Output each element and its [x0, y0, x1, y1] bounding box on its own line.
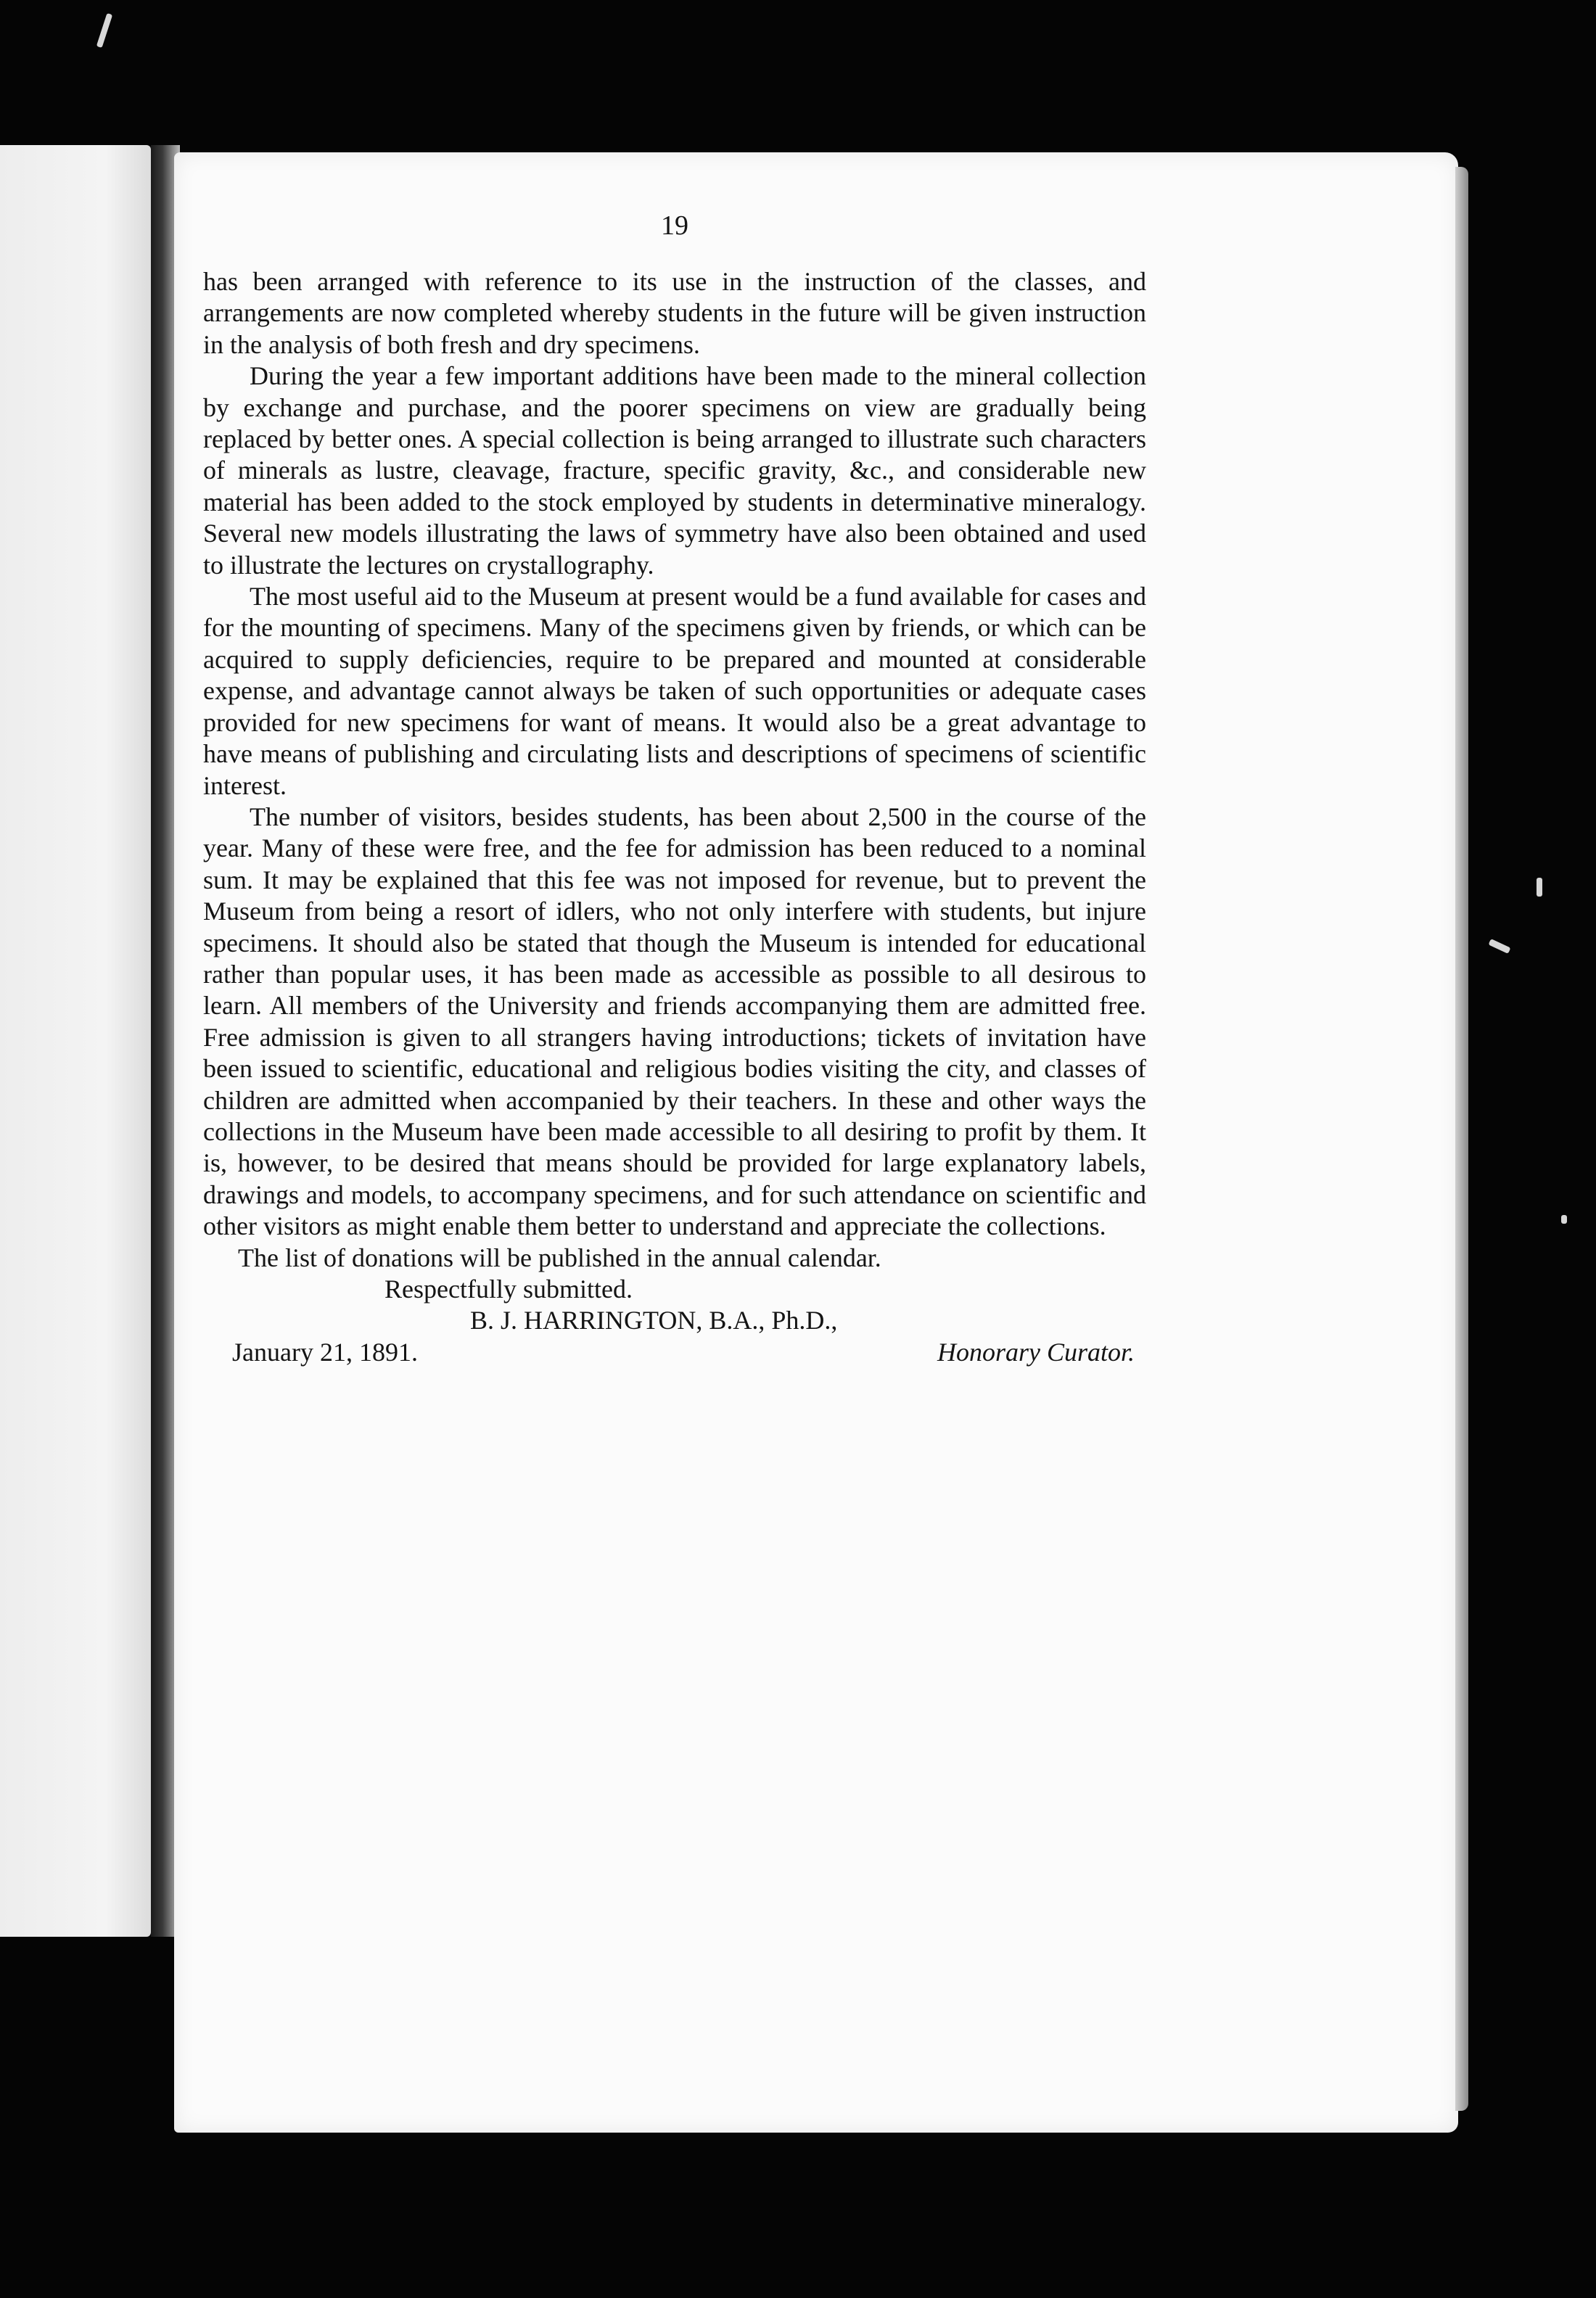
- paragraph-mineral-collection: During the year a few important additions have been made to the mineral collection by exchange and purchase, and the poorer specimens on view are gradually being replaced by better ones. A special collection is being arranged to illustrate such characters of minerals as lustre, cleavage, fracture, specific gravity, &c., and considerable new material has been added to the stock employed by students in determinative mineralogy. Several new models illustrating the laws of symmetry have also been obtained and used to illustrate the lectures on crystallography.: [203, 361, 1146, 580]
- paragraph-visitors: The number of visitors, besides students, has been about 2,500 in the course of the year. Many of these were free, and the fee for admission has been reduced to a nominal sum. It may be explained that this fee was not imposed for revenue, but to prevent the Museum from being a resort of idlers, who not only interfere with students, but injure specimens. It should also be stated that though the Museum is intended for educational rather than popular uses, it has been made as accessible as possible to all desirous to learn. All members of the University and friends accompanying them are admitted free. Free admission is given to all strangers having introductions; tickets of invitation have been issued to scientific, educational and religious bodies visiting the city, and classes of children are admitted when accompanied by their teachers. In these and other ways the collections in the Museum have been made accessible to all desiring to profit by them. It is, however, to be desired that means should be provided for large explanatory labels, drawings and models, to accompany specimens, and for such attendance on scientific and other visitors as might enable them better to understand and appreciate the collections.: [203, 802, 1146, 1241]
- scan-mark-right-2: [1489, 939, 1511, 954]
- scan-mark-top-left: [96, 13, 112, 48]
- paragraph-continuation: has been arranged with reference to its use in the instruction of the classes, and arrangements are now completed whereby students in the future will be given instruction in the analysis of both fresh and dry specimens.: [203, 267, 1146, 359]
- respectfully-submitted: Respectfully submitted.: [384, 1274, 633, 1304]
- paragraph-museum-fund: The most useful aid to the Museum at present would be a fund available for cases and for the mounting of specimens. Many of the specimens given by friends, or which can be acquired to supply deficiencies, require to be prepared and mounted at considerable expense, and advantage cannot always be taken of such opportunities or adequate cases provided for new specimens for want of means. It would also be a great advantage to have means of publishing and circulating lists and descriptions of specimens of scientific interest.: [203, 582, 1146, 800]
- closing-line: The list of donations will be published in the annual calendar.: [238, 1243, 881, 1272]
- page-number: 19: [661, 210, 688, 241]
- page-text: [203, 197, 1146, 1368]
- scan-mark-right-1: [1537, 878, 1542, 897]
- page-edge: [1455, 167, 1468, 2111]
- curator-title: Honorary Curator.: [937, 1337, 1135, 1367]
- report-date: January 21, 1891.: [232, 1337, 418, 1367]
- date-title-row: [203, 1337, 1146, 1368]
- facing-page-edge: [0, 145, 151, 1937]
- signature-name: B. J. HARRINGTON, B.A., Ph.D.,: [470, 1306, 838, 1335]
- scan-mark-right-3: [1561, 1215, 1567, 1224]
